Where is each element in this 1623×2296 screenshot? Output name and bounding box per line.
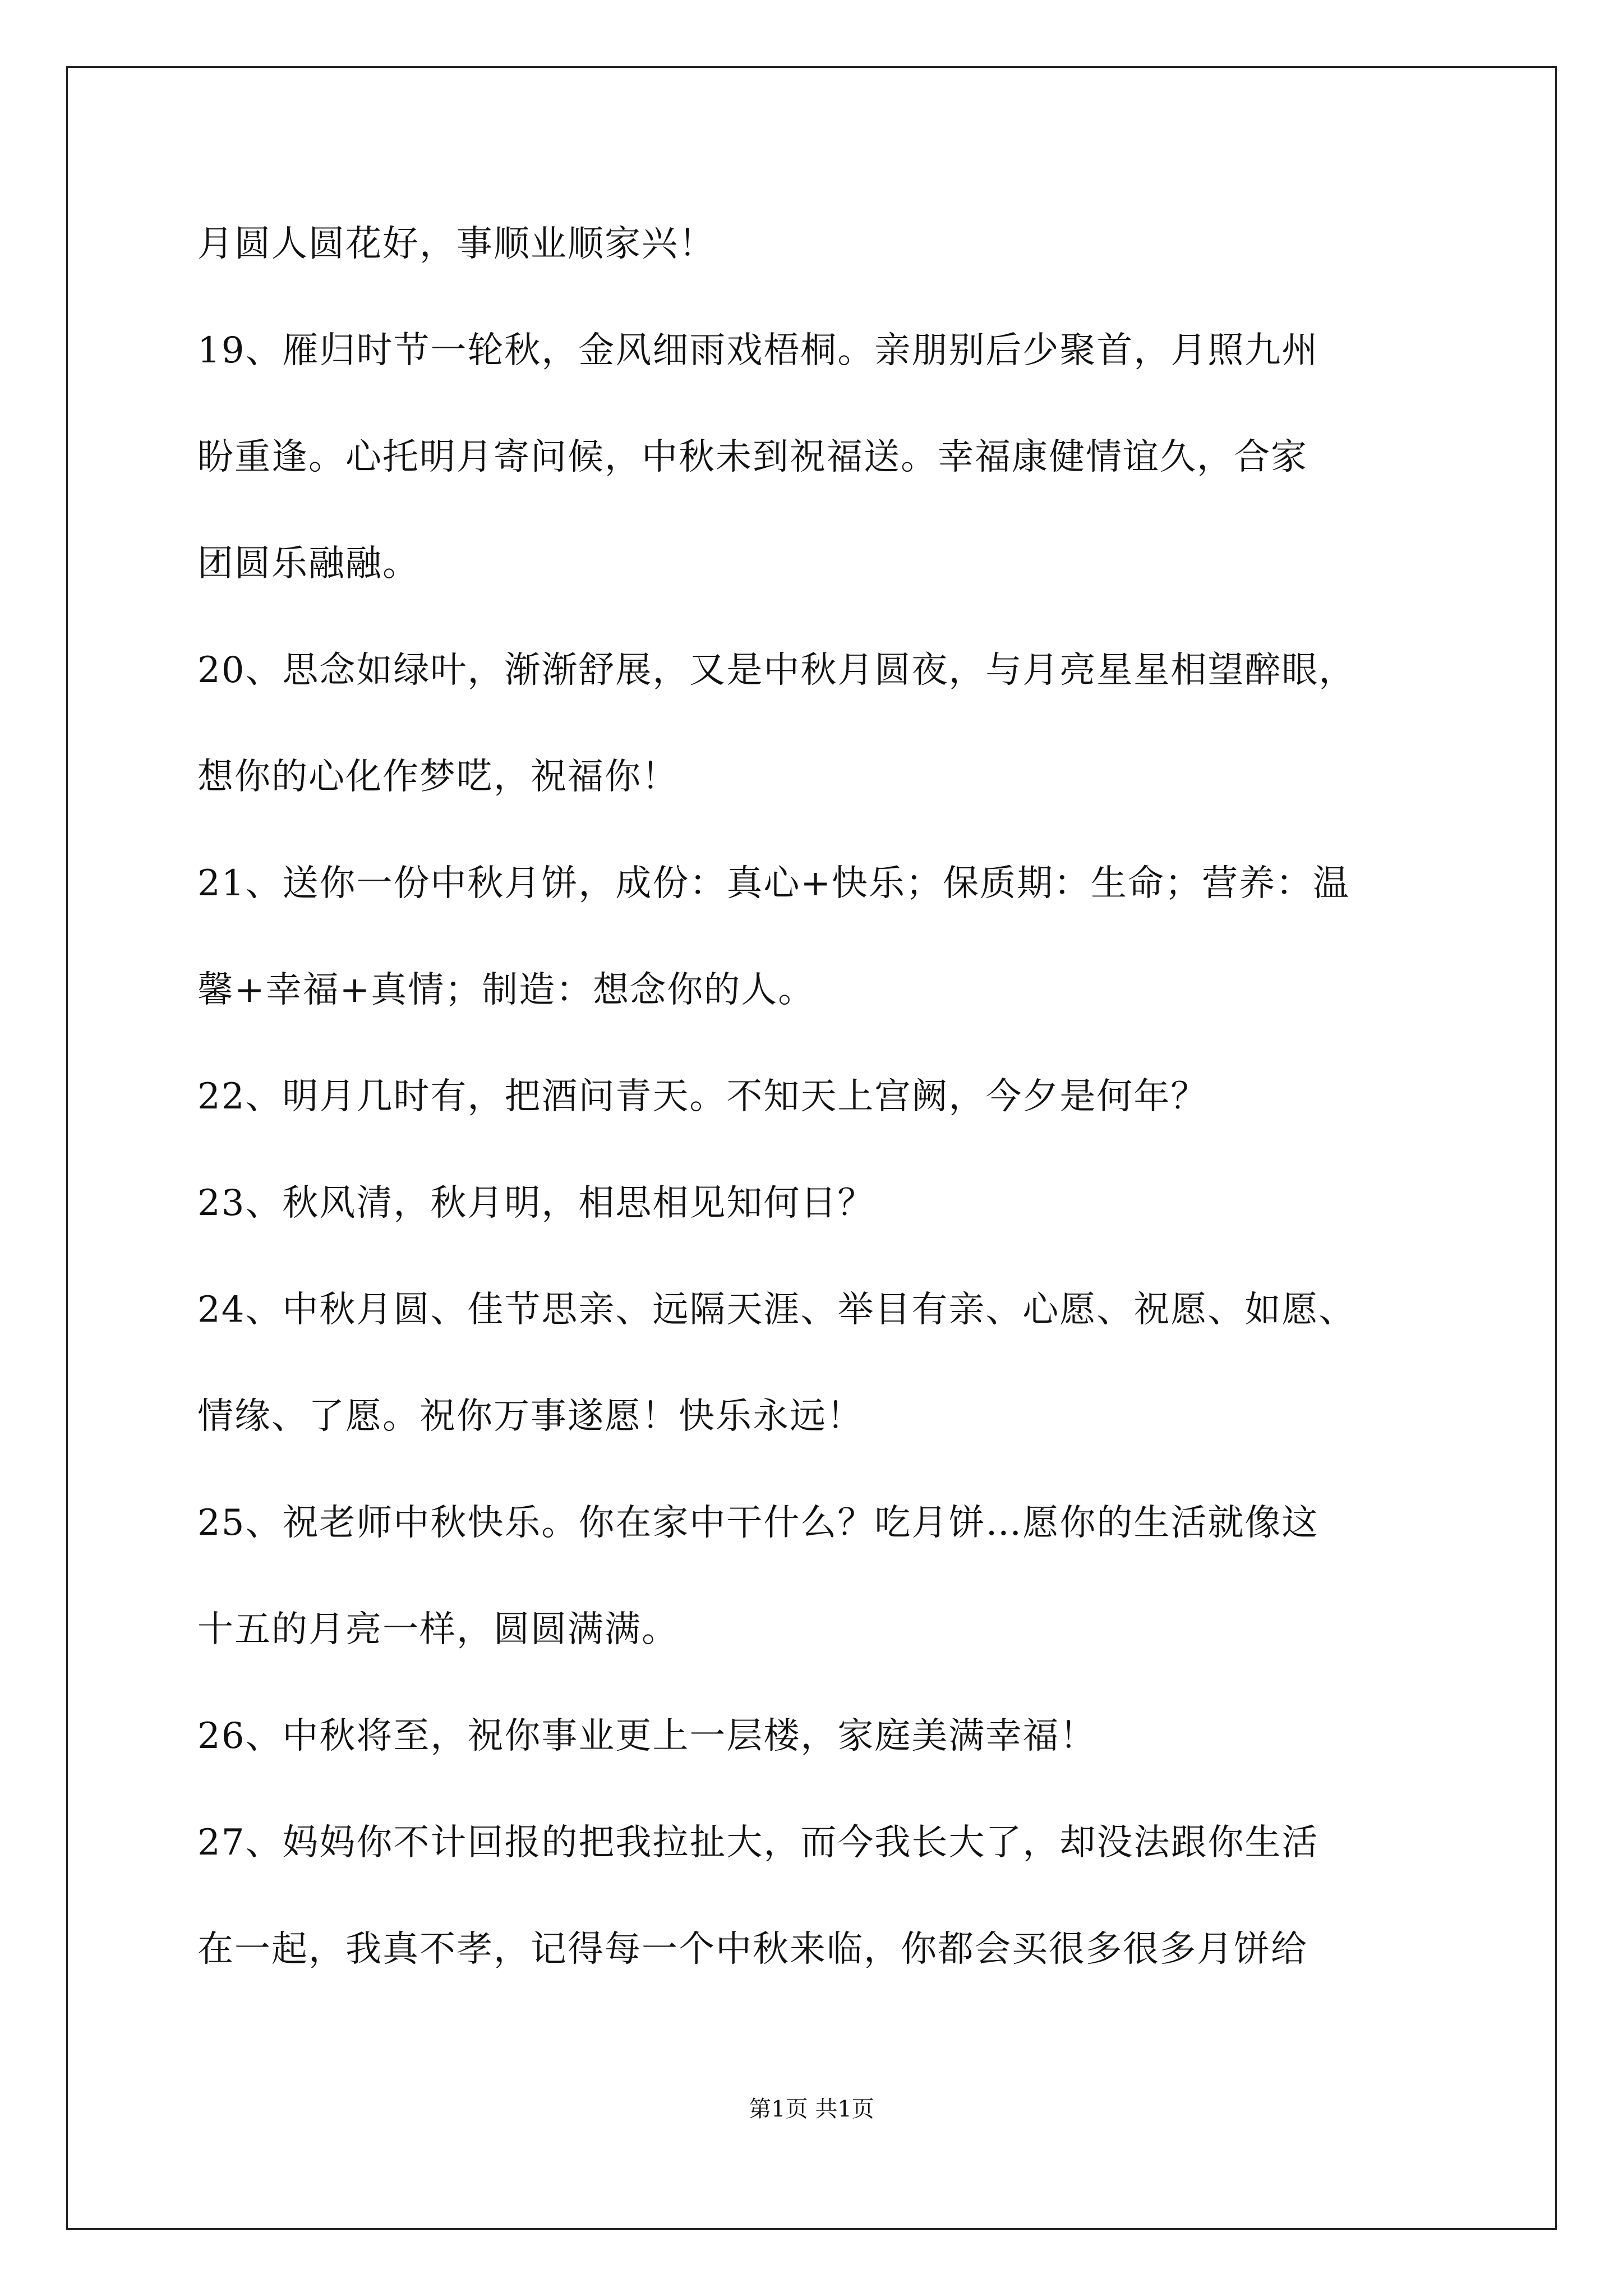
text-line: 25、祝老师中秋快乐。你在家中干什么？吃月饼…愿你的生活就像这: [197, 1502, 1319, 1544]
text-line: 十五的月亮一样，圆圆满满。: [197, 1609, 679, 1650]
text-line: 馨+幸福+真情；制造：想念你的人。: [197, 969, 815, 1011]
text-line: 21、送你一份中秋月饼，成份：真心+快乐；保质期：生命；营养：温: [197, 863, 1350, 904]
text-line: 20、思念如绿叶，渐渐舒展，又是中秋月圆夜，与月亮星星相望醉眼，: [197, 650, 1356, 691]
text-line: 月圆人圆花好，事顺业顺家兴！: [197, 223, 716, 265]
text-line: 27、妈妈你不计回报的把我拉扯大，而今我长大了，却没法跟你生活: [197, 1822, 1319, 1864]
text-line: 23、秋风清，秋月明，相思相见知何日？: [197, 1182, 875, 1224]
text-line: 在一起，我真不孝，记得每一个中秋来临，你都会买很多很多月饼给: [197, 1929, 1308, 1970]
text-line: 24、中秋月圆、佳节思亲、远隔天涯、举目有亲、心愿、祝愿、如愿、: [197, 1289, 1356, 1331]
text-line: 团圆乐融融。: [197, 543, 419, 585]
page-footer: 第1页 共1页: [749, 2096, 874, 2122]
text-line: 盼重逢。心托明月寄问候，中秋未到祝福送。幸福康健情谊久，合家: [197, 436, 1308, 478]
text-line: 26、中秋将至，祝你事业更上一层楼，家庭美满幸福！: [197, 1715, 1097, 1757]
text-line: 情缘、了愿。祝你万事遂愿！快乐永远！: [197, 1396, 864, 1437]
text-line: 19、雁归时节一轮秋，金风细雨戏梧桐。亲朋别后少聚首，月照九州: [197, 330, 1319, 371]
text-line: 22、明月几时有，把酒问青天。不知天上宫阙，今夕是何年？: [197, 1076, 1208, 1117]
document-body: [197, 209, 1454, 2021]
text-line: 想你的心化作梦呓，祝福你！: [197, 756, 679, 798]
